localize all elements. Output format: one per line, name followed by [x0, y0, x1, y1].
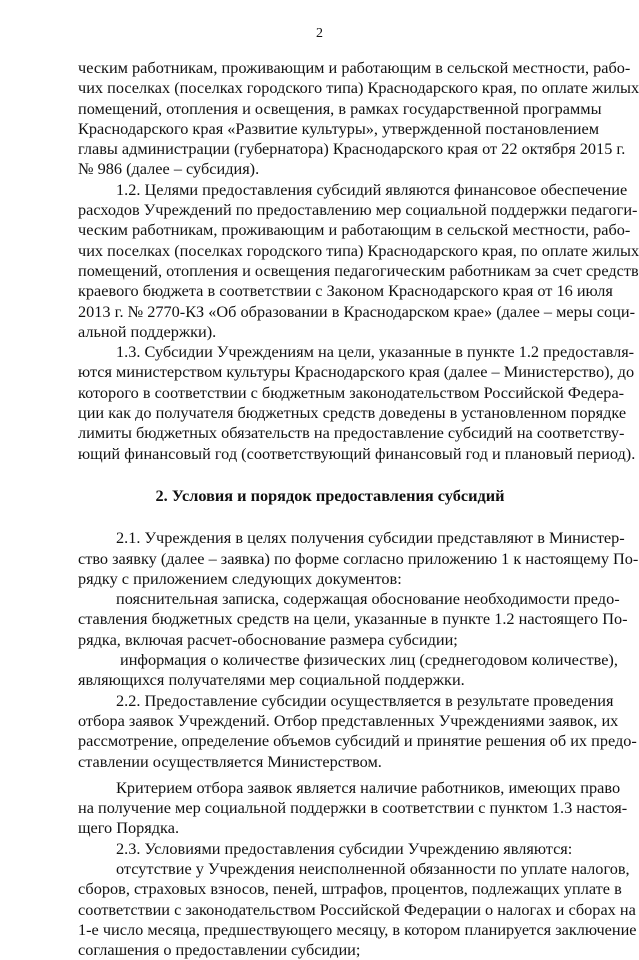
- text-line: Критерием отбора заявок является наличие работников, имеющих право: [116, 777, 621, 797]
- text-line: Краснодарского края «Развитие культуры», утвержденной постановлением: [78, 118, 600, 138]
- text-line: 2.1. Учреждения в целях получения субсидии представляют в Министер-: [116, 528, 625, 548]
- text-line: на получение мер социальной поддержки в соответствии с пунктом 1.3 настоя-: [78, 798, 628, 818]
- text-line: 2.3. Условиями предоставления субсидии Учреждению являются:: [116, 838, 573, 858]
- text-line: соглашения о предоставлении субсидии;: [78, 940, 361, 960]
- text-line: ются министерством культуры Краснодарского края (далее – Министерство), до: [78, 362, 635, 382]
- text-line: рядка, включая расчет-обоснование размера субсидии;: [78, 629, 458, 649]
- text-line: лимиты бюджетных обязательств на предоставление субсидий на соответству-: [78, 423, 625, 443]
- text-line: соответствии с законодательством Российской Федерации о налогах и сборах на: [78, 899, 636, 919]
- text-line: чих поселках (поселках городского типа) Краснодарского края, по оплате жилых: [78, 78, 639, 98]
- text-line: чих поселках (поселках городского типа) Краснодарского края, по оплате жилых: [78, 240, 639, 260]
- text-line: пояснительная записка, содержащая обоснование необходимости предо-: [116, 589, 620, 609]
- text-line: отбора заявок Учреждений. Отбор представленных Учреждениями заявок, их: [78, 710, 619, 730]
- text-line: сборов, страховых взносов, пеней, штрафов, процентов, подлежащих уплате в: [78, 879, 622, 899]
- text-line: ции как до получателя бюджетных средств доведены в установленном порядке: [78, 403, 627, 423]
- text-line: ставлении осуществляется Министерством.: [78, 751, 382, 771]
- text-line: рядку с приложением следующих документов:: [78, 568, 402, 588]
- text-line: информация о количестве физических лиц (среднегодовом количестве),: [120, 650, 618, 670]
- text-line: ство заявку (далее – заявка) по форме согласно приложению 1 к настоящему По-: [78, 548, 639, 568]
- text-line: отсутствие у Учреждения неисполненной обязанности по уплате налогов,: [116, 858, 630, 878]
- text-line: ческим работникам, проживающим и работающим в сельской местности, рабо-: [78, 58, 631, 77]
- text-line: 1-е число месяца, предшествующего месяцу, в котором планируется заключение: [78, 919, 637, 939]
- text-line: являющихся получателями мер социальной поддержки.: [78, 670, 465, 690]
- text-line: № 986 (далее – субсидия).: [78, 159, 260, 179]
- text-line: щего Порядка.: [78, 818, 180, 838]
- text-line: 1.3. Субсидии Учреждениям на цели, указанные в пункте 1.2 предоставля-: [116, 342, 635, 362]
- text-line: которого в соответствии с бюджетным законодательством Российской Федера-: [78, 382, 625, 402]
- text-line: 1.2. Целями предоставления субсидий являются финансовое обеспечение: [116, 179, 628, 199]
- text-line: расходов Учреждений по предоставлению мер социальной поддержки педагоги-: [78, 200, 638, 220]
- page-number: 2: [316, 26, 323, 41]
- text-line: альной поддержки).: [78, 321, 217, 341]
- text-line: ставления бюджетных средств на цели, указанные в пункте 1.2 настоящего По-: [78, 609, 628, 629]
- text-line: краевого бюджета в соответствии с Законом Краснодарского края от 16 июля: [78, 281, 613, 301]
- document-body: [78, 58, 639, 960]
- text-line: 2013 г. № 2770-КЗ «Об образовании в Краснодарском крае» (далее – меры соци-: [78, 301, 636, 321]
- text-line: помещений, отопления и освещения педагогическим работникам за счет средств: [78, 260, 639, 280]
- text-line: 2.2. Предоставление субсидии осуществляется в результате проведения: [116, 690, 614, 710]
- text-line: ющий финансовый год (соответствующий финансовый год и плановый период).: [78, 443, 636, 463]
- text-line: рассмотрение, определение объемов субсидий и принятие решения об их предо-: [78, 731, 637, 751]
- text-line: помещений, отопления и освещения, в рамках государственной программы: [78, 98, 602, 118]
- text-line: главы администрации (губернатора) Краснодарского края от 22 октября 2015 г.: [78, 139, 626, 159]
- section-heading: 2. Условия и порядок предоставления субсидий: [155, 485, 505, 505]
- text-line: ческим работникам, проживающим и работающим в сельской местности, рабо-: [78, 220, 631, 240]
